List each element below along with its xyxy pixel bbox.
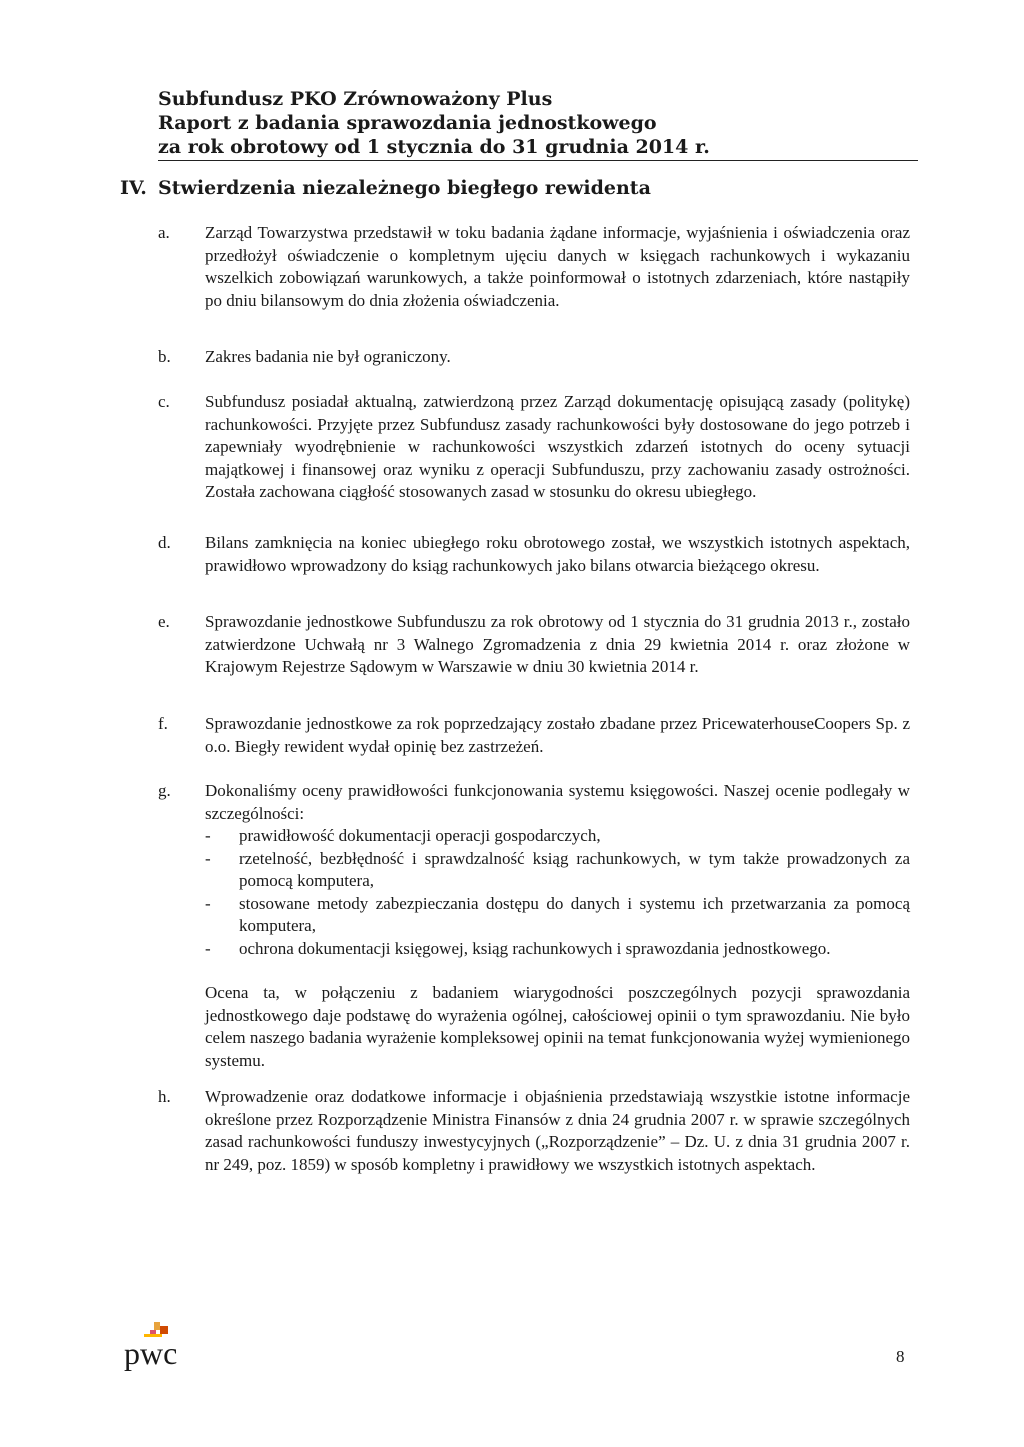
bullet-item: - rzetelność, bezbłędność i sprawdzalność ksiąg rachunkowych, w tym także prowadzonych za pomocą komputera,: [205, 848, 910, 890]
dash-marker: -: [205, 938, 211, 958]
item-text: Zarząd Towarzystwa przedstawił w toku badania żądane informacje, wyjaśnienia i oświadczenia oraz przedłożył oświadczenie o kompletnym ujęciu danych w księgach rachunkowych i wykazaniu wszelkich zobowiązań warunkowych, a także poinformował o istotnych zdarzeniach, które nastąpiły po dniu bilansowym do dnia złożenia oświadczenia.: [205, 223, 910, 310]
report-period: za rok obrotowy od 1 stycznia do 31 grudnia 2014 r.: [158, 136, 710, 158]
pwc-logo: [124, 1320, 214, 1380]
list-item-a: [158, 222, 910, 312]
item-letter: g.: [158, 781, 171, 800]
item-text: Sprawozdanie jednostkowe Subfunduszu za rok obrotowy od 1 stycznia do 31 grudnia 2013 r., zostało zatwierdzone Uchwałą nr 3 Walnego Zgromadzenia z dnia 29 kwietnia 2014 r. oraz złożone w Krajowym Rejestrze Sądowym w Warszawie w dniu 30 kwietnia 2014 r.: [205, 612, 910, 676]
dash-marker: -: [205, 848, 211, 868]
bullet-list: [205, 825, 910, 960]
document-header: [158, 87, 918, 159]
list-item-e: [158, 611, 910, 679]
item-letter: e.: [158, 612, 170, 631]
list-item-g: [158, 780, 910, 1072]
item-letter: c.: [158, 392, 170, 411]
item-text: Wprowadzenie oraz dodatkowe informacje i objaśnienia przedstawiają wszystkie istotne informacje określone przez Rozporządzenie Ministra Finansów z dnia 24 grudnia 2007 r. w sprawie szczególnych zasad rachunkowości funduszy inwestycyjnych („Rozporządzenie” – Dz. U. z dnia 31 grudnia 2007 r. nr 249, poz. 1859) w sposób kompletny i prawidłowy we wszystkich istotnych aspektach.: [205, 1087, 910, 1174]
page-number: 8: [896, 1347, 905, 1366]
item-text: Zakres badania nie był ograniczony.: [205, 347, 451, 366]
report-title: Raport z badania sprawozdania jednostkowego: [158, 112, 657, 134]
list-item-c: [158, 391, 910, 504]
item-letter: a.: [158, 223, 170, 242]
item-text: Bilans zamknięcia na koniec ubiegłego roku obrotowego został, we wszystkich istotnych aspektach, prawidłowo wprowadzony do ksiąg rachunkowych jako bilans otwarcia bieżącego okresu.: [205, 533, 910, 575]
item-letter: h.: [158, 1087, 171, 1106]
pwc-logo-mark: [124, 1320, 214, 1380]
list-item-d: [158, 532, 910, 577]
bullet-item: - stosowane metody zabezpieczania dostępu do danych i systemu ich przetwarzania za pomocą komputera,: [205, 893, 910, 935]
section-title: Stwierdzenia niezależnego biegłego rewidenta: [158, 177, 651, 199]
item-text: Sprawozdanie jednostkowe za rok poprzedzający zostało zbadane przez PricewaterhouseCoopers Sp. z o.o. Biegły rewident wydał opinię bez zastrzeżeń.: [205, 714, 910, 756]
dash-marker: -: [205, 893, 211, 913]
item-letter: d.: [158, 533, 171, 552]
item-letter: b.: [158, 347, 171, 366]
assessment-paragraph: Ocena ta, w połączeniu z badaniem wiarygodności poszczególnych pozycji sprawozdania jednostkowego daje podstawę do wyrażenia ogólnej, całościowej opinii o tym sprawozdaniu. Nie było celem naszego badania wyrażenie kompleksowej opinii na temat funkcjonowania wyżej wymienionego systemu.: [205, 983, 910, 1070]
fund-name: Subfundusz PKO Zrównoważony Plus: [158, 88, 553, 110]
dash-marker: -: [205, 826, 211, 845]
logo-text: pwc: [124, 1335, 178, 1371]
item-text: Subfundusz posiadał aktualną, zatwierdzoną przez Zarząd dokumentację opisującą zasady (politykę) rachunkowości. Przyjęte przez Subfundusz zasady rachunkowości były dostosowane do jego potrzeb i zapewniały wyodrębnienie w rachunkowości wszystkich zdarzeń istotnych do oceny sytuacji majątkowej i finansowej oraz wyniku z operacji Subfunduszu, przy zachowaniu zasady ostrożności. Została zachowana ciągłość stosowanych zasad w stosunku do okresu ubiegłego.: [205, 392, 910, 501]
header-rule: [158, 160, 918, 161]
section-number: IV.: [120, 177, 147, 199]
list-item-f: [158, 713, 910, 758]
bullet-item: - ochrona dokumentacji księgowej, ksiąg rachunkowych i sprawozdania jednostkowego.: [205, 938, 910, 961]
list-item-h: [158, 1086, 910, 1176]
bullet-item: - prawidłowość dokumentacji operacji gospodarczych,: [205, 825, 910, 848]
item-text: Dokonaliśmy oceny prawidłowości funkcjonowania systemu księgowości. Naszej ocenie podlegały w szczególności:: [205, 781, 910, 823]
item-letter: f.: [158, 714, 168, 733]
list-item-b: [158, 346, 910, 369]
